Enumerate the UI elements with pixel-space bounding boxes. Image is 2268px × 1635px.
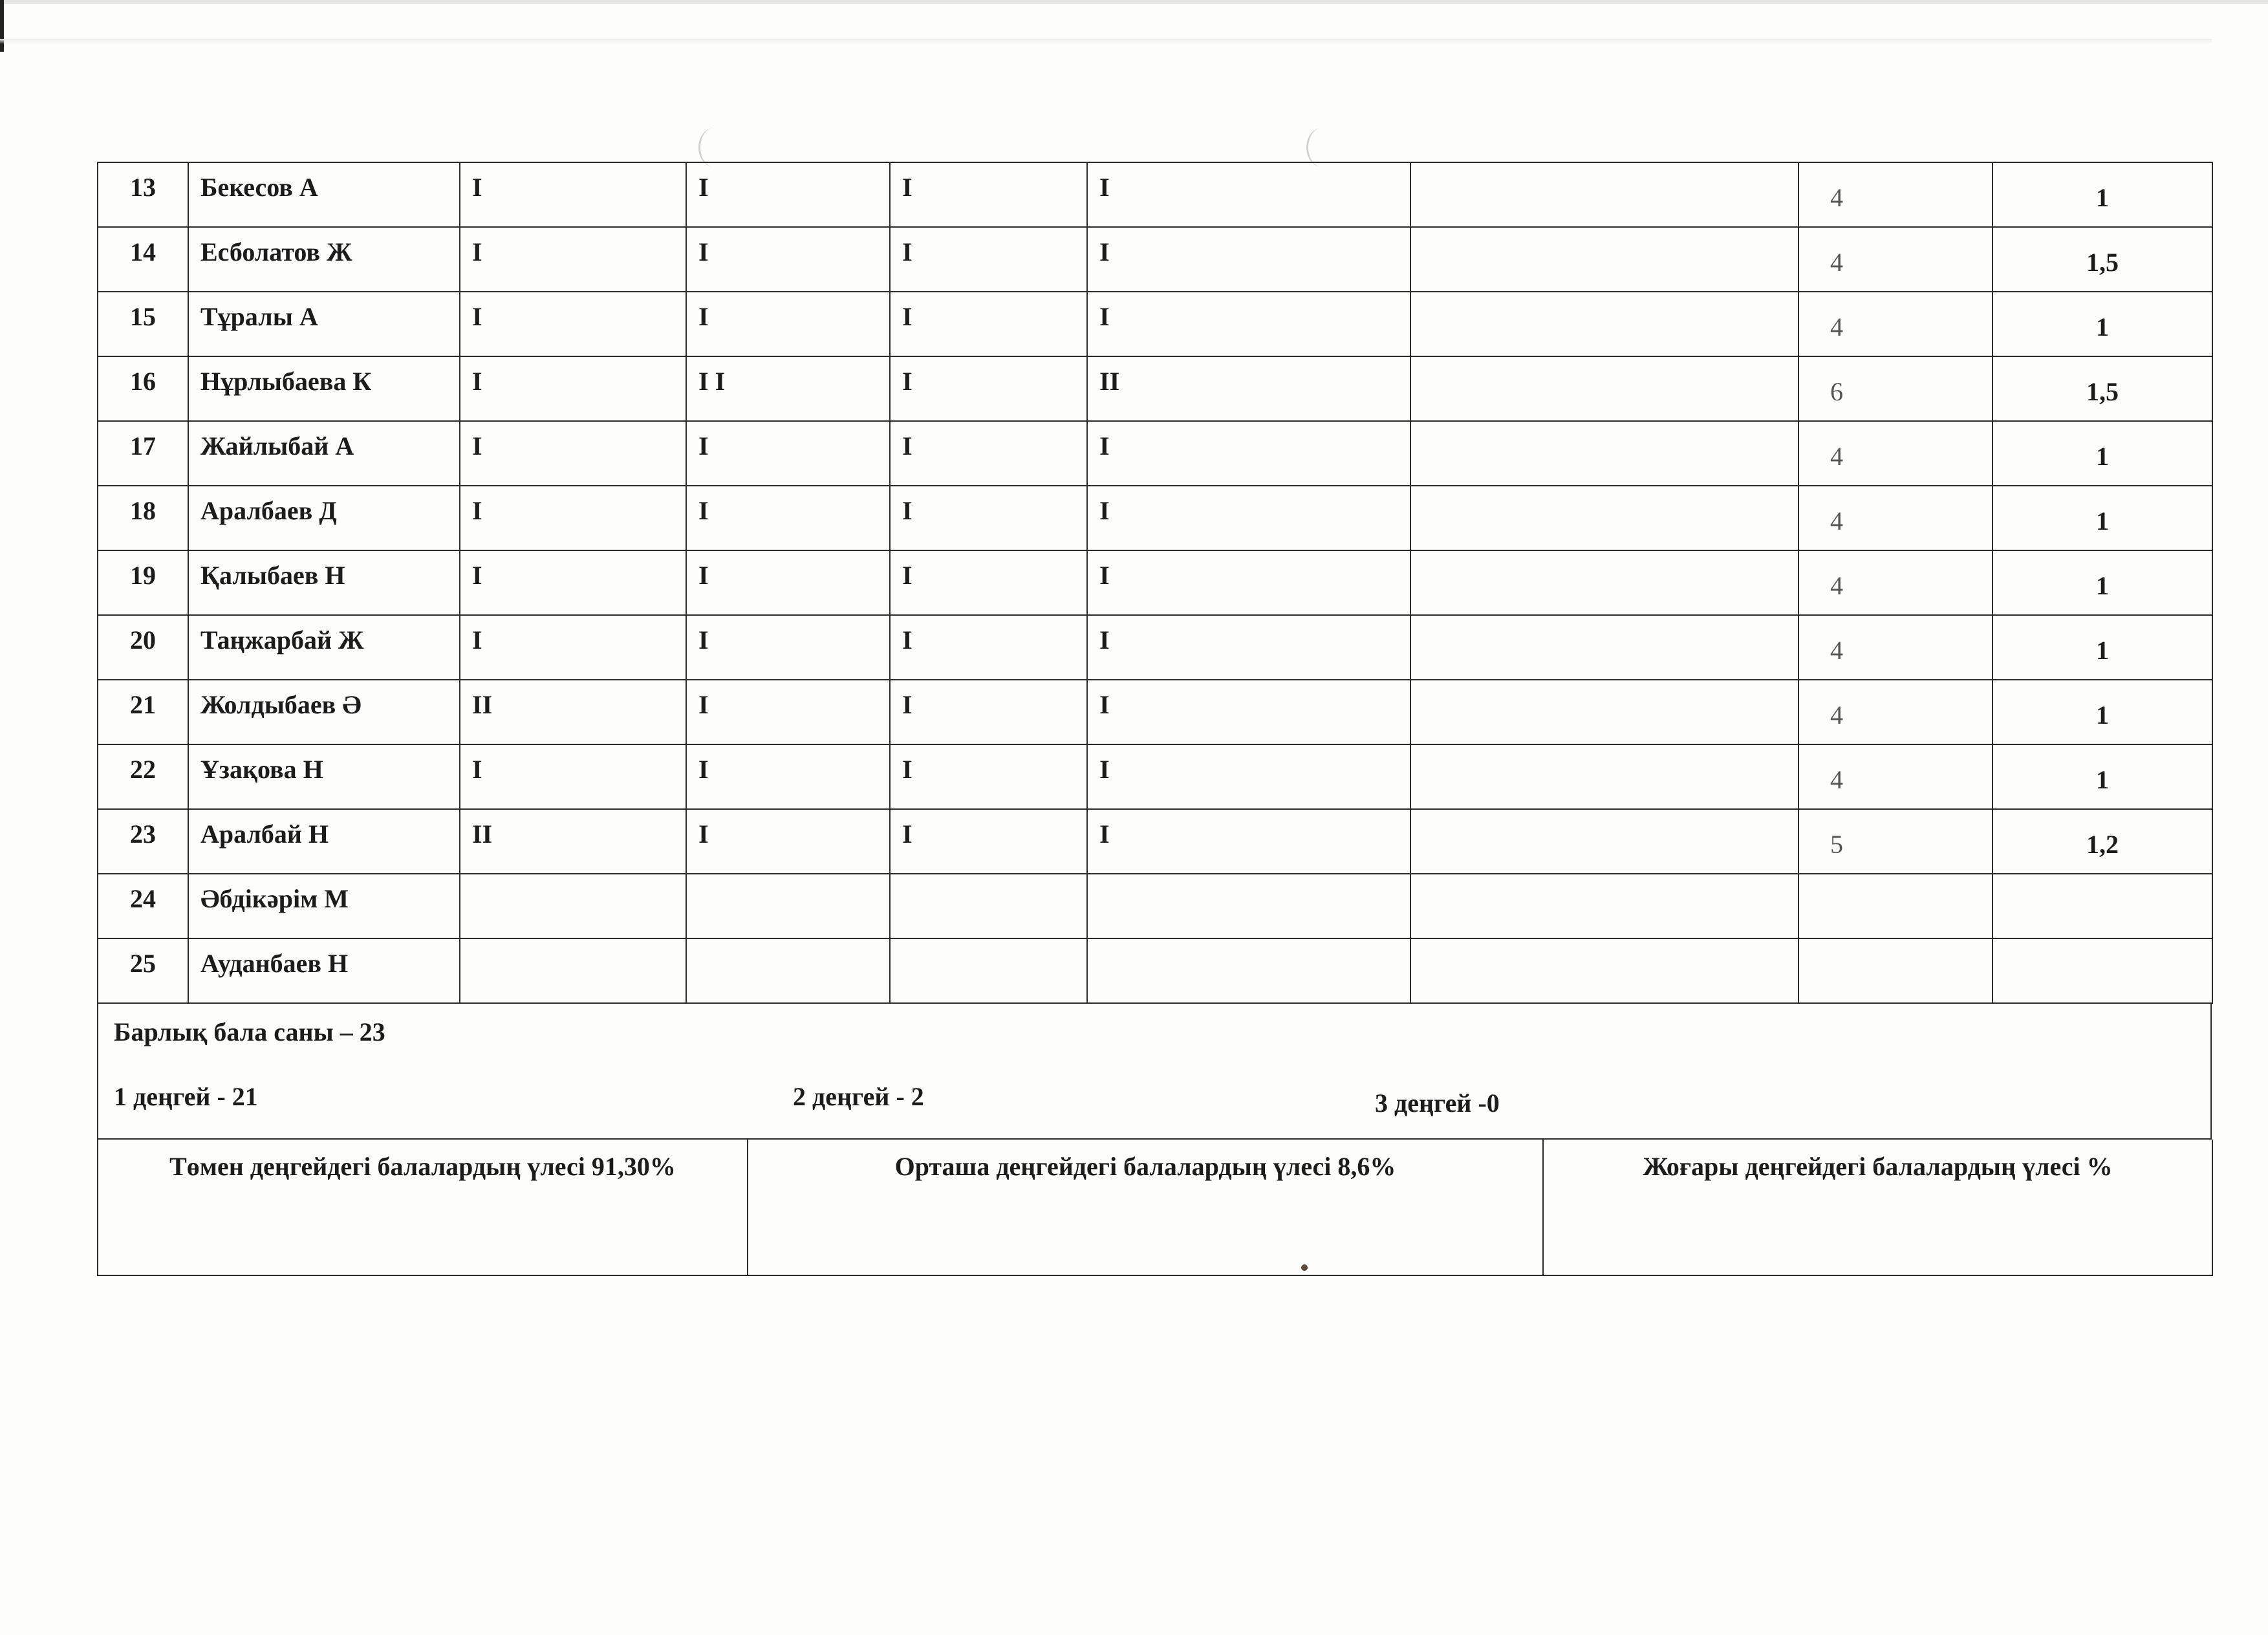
criterion-4-cell: I — [1087, 615, 1410, 680]
row-number-cell: 19 — [98, 550, 188, 615]
criterion-5-cell — [1410, 874, 1798, 938]
total-children: Барлық бала саны – 23 — [114, 1017, 385, 1046]
average-coefficient-cell: 1 — [1993, 680, 2212, 744]
level-3-count: 3 деңгей -0 — [1375, 1088, 1500, 1118]
row-number-cell: 17 — [98, 421, 188, 486]
scan-mark — [0, 0, 4, 52]
row-number-cell: 24 — [98, 874, 188, 938]
average-coefficient-cell: 1 — [1993, 744, 2212, 809]
average-coefficient-cell: 1 — [1993, 615, 2212, 680]
row-number-cell: 25 — [98, 938, 188, 1003]
criterion-3-cell — [890, 938, 1087, 1003]
table-row — [98, 809, 2212, 874]
criterion-1-cell: I — [460, 615, 686, 680]
child-name-cell: Қалыбаев Н — [188, 550, 460, 615]
criterion-5-cell — [1410, 744, 1798, 809]
criterion-3-cell: I — [890, 292, 1087, 356]
medium-level-share: Орташа деңгейдегі балалардың үлесі 8,6% — [748, 1140, 1543, 1275]
criterion-1-cell: I — [460, 227, 686, 292]
criterion-5-cell — [1410, 227, 1798, 292]
criterion-1-cell: I — [460, 486, 686, 550]
criterion-3-cell — [890, 874, 1087, 938]
criterion-2-cell: I — [686, 550, 890, 615]
criterion-3-cell: I — [890, 356, 1087, 421]
table-row — [98, 550, 2212, 615]
average-coefficient-cell — [1993, 874, 2212, 938]
high-level-share: Жоғары деңгейдегі балалардың үлесі % — [1543, 1140, 2212, 1275]
criterion-4-cell — [1087, 874, 1410, 938]
criterion-4-cell: I — [1087, 550, 1410, 615]
criterion-1-cell — [460, 874, 686, 938]
criterion-1-cell: I — [460, 162, 686, 227]
criterion-1-cell: I — [460, 292, 686, 356]
criterion-5-cell — [1410, 162, 1798, 227]
criterion-4-cell — [1087, 938, 1410, 1003]
criterion-2-cell: I — [686, 162, 890, 227]
scan-shadow — [0, 39, 2212, 44]
child-name-cell: Таңжарбай Ж — [188, 615, 460, 680]
criterion-4-cell: I — [1087, 744, 1410, 809]
child-name-cell: Бекесов А — [188, 162, 460, 227]
table-row — [98, 162, 2212, 227]
row-number-cell: 15 — [98, 292, 188, 356]
assessment-table — [97, 162, 2213, 1004]
total-score-cell — [1798, 874, 1993, 938]
criterion-2-cell: I — [686, 421, 890, 486]
table-row — [98, 615, 2212, 680]
child-name-cell: Әбдікәрім М — [188, 874, 460, 938]
criterion-4-cell: I — [1087, 486, 1410, 550]
criterion-5-cell — [1410, 356, 1798, 421]
summary-block — [97, 1004, 2212, 1140]
total-score-cell: 4 — [1798, 550, 1993, 615]
total-score-cell: 4 — [1798, 744, 1993, 809]
table-row — [98, 356, 2212, 421]
criterion-5-cell — [1410, 421, 1798, 486]
table-row — [98, 938, 2212, 1003]
low-level-share: Төмен деңгейдегі балалардың үлесі 91,30% — [98, 1140, 748, 1275]
total-score-cell: 6 — [1798, 356, 1993, 421]
criterion-4-cell: I — [1087, 809, 1410, 874]
criterion-2-cell: I — [686, 486, 890, 550]
total-score-cell: 4 — [1798, 421, 1993, 486]
average-coefficient-cell: 1 — [1993, 162, 2212, 227]
shares-table — [97, 1140, 2213, 1276]
row-number-cell: 21 — [98, 680, 188, 744]
criterion-3-cell: I — [890, 809, 1087, 874]
criterion-5-cell — [1410, 680, 1798, 744]
criterion-2-cell: I — [686, 615, 890, 680]
row-number-cell: 23 — [98, 809, 188, 874]
total-score-cell: 4 — [1798, 615, 1993, 680]
table-row — [98, 421, 2212, 486]
criterion-3-cell: I — [890, 162, 1087, 227]
criterion-1-cell: I — [460, 744, 686, 809]
table-row — [98, 874, 2212, 938]
total-score-cell: 4 — [1798, 292, 1993, 356]
criterion-4-cell: II — [1087, 356, 1410, 421]
child-name-cell: Нұрлыбаева К — [188, 356, 460, 421]
row-number-cell: 16 — [98, 356, 188, 421]
criterion-2-cell: I — [686, 744, 890, 809]
child-name-cell: Жолдыбаев Ә — [188, 680, 460, 744]
criterion-3-cell: I — [890, 421, 1087, 486]
criterion-1-cell: II — [460, 809, 686, 874]
average-coefficient-cell: 1 — [1993, 421, 2212, 486]
row-number-cell: 22 — [98, 744, 188, 809]
criterion-1-cell: II — [460, 680, 686, 744]
criterion-2-cell: I — [686, 292, 890, 356]
criterion-1-cell — [460, 938, 686, 1003]
average-coefficient-cell: 1,5 — [1993, 227, 2212, 292]
criterion-2-cell: I I — [686, 356, 890, 421]
child-name-cell: Аралбай Н — [188, 809, 460, 874]
row-number-cell: 13 — [98, 162, 188, 227]
scan-edge — [0, 0, 2268, 4]
row-number-cell: 18 — [98, 486, 188, 550]
total-score-cell — [1798, 938, 1993, 1003]
criterion-3-cell: I — [890, 550, 1087, 615]
criterion-3-cell: I — [890, 227, 1087, 292]
table-row — [98, 292, 2212, 356]
average-coefficient-cell: 1 — [1993, 292, 2212, 356]
criterion-5-cell — [1410, 550, 1798, 615]
criterion-3-cell: I — [890, 680, 1087, 744]
table-body — [98, 162, 2212, 1003]
criterion-2-cell: I — [686, 227, 890, 292]
criterion-4-cell: I — [1087, 227, 1410, 292]
total-score-cell: 4 — [1798, 486, 1993, 550]
child-name-cell: Аралбаев Д — [188, 486, 460, 550]
criterion-5-cell — [1410, 938, 1798, 1003]
criterion-3-cell: I — [890, 486, 1087, 550]
total-score-cell: 4 — [1798, 162, 1993, 227]
criterion-4-cell: I — [1087, 421, 1410, 486]
document-sheet — [97, 162, 2212, 1276]
criterion-3-cell: I — [890, 744, 1087, 809]
criterion-2-cell — [686, 938, 890, 1003]
average-coefficient-cell: 1,5 — [1993, 356, 2212, 421]
table-row — [98, 486, 2212, 550]
criterion-1-cell: I — [460, 550, 686, 615]
table-row — [98, 680, 2212, 744]
punch-hole — [1306, 128, 1337, 167]
table-row — [98, 227, 2212, 292]
criterion-3-cell: I — [890, 615, 1087, 680]
criterion-1-cell: I — [460, 421, 686, 486]
criterion-1-cell: I — [460, 356, 686, 421]
punch-hole — [698, 128, 729, 167]
criterion-4-cell: I — [1087, 292, 1410, 356]
table-row — [98, 744, 2212, 809]
total-score-cell: 5 — [1798, 809, 1993, 874]
criterion-5-cell — [1410, 292, 1798, 356]
average-coefficient-cell: 1,2 — [1993, 809, 2212, 874]
criterion-5-cell — [1410, 809, 1798, 874]
shares-row — [98, 1140, 2212, 1275]
criterion-4-cell: I — [1087, 680, 1410, 744]
child-name-cell: Ауданбаев Н — [188, 938, 460, 1003]
criterion-5-cell — [1410, 615, 1798, 680]
criterion-2-cell: I — [686, 809, 890, 874]
criterion-2-cell — [686, 874, 890, 938]
total-score-cell: 4 — [1798, 680, 1993, 744]
criterion-4-cell: I — [1087, 162, 1410, 227]
average-coefficient-cell — [1993, 938, 2212, 1003]
average-coefficient-cell: 1 — [1993, 486, 2212, 550]
child-name-cell: Жайлыбай А — [188, 421, 460, 486]
child-name-cell: Тұралы А — [188, 292, 460, 356]
child-name-cell: Есболатов Ж — [188, 227, 460, 292]
criterion-5-cell — [1410, 486, 1798, 550]
level-1-count: 1 деңгей - 21 — [114, 1082, 258, 1111]
total-score-cell: 4 — [1798, 227, 1993, 292]
child-name-cell: Ұзақова Н — [188, 744, 460, 809]
average-coefficient-cell: 1 — [1993, 550, 2212, 615]
criterion-2-cell: I — [686, 680, 890, 744]
row-number-cell: 20 — [98, 615, 188, 680]
level-2-count: 2 деңгей - 2 — [793, 1082, 924, 1111]
row-number-cell: 14 — [98, 227, 188, 292]
